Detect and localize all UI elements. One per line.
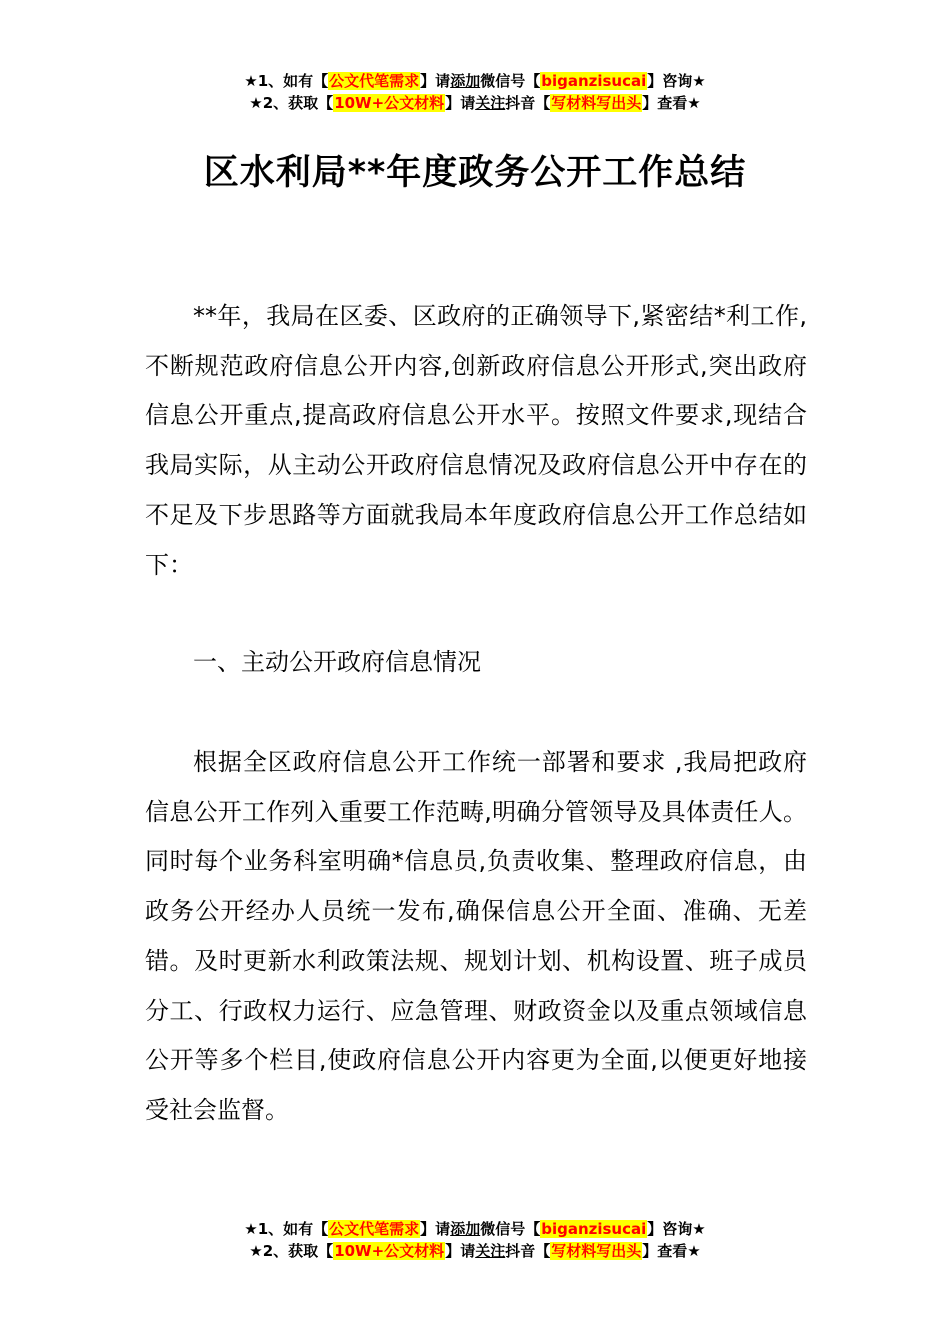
promo-underlined-text: 关注 <box>475 1242 506 1260</box>
promo-text: 】请 <box>420 72 451 90</box>
promo-underlined-text: 关注 <box>475 94 506 112</box>
promo-highlight: 10W+公文材料 <box>334 94 445 112</box>
promo-text: 抖音【 <box>505 94 551 112</box>
promo-text: 微信号【 <box>480 1220 541 1238</box>
promo-text: ★1、如有【 <box>244 72 329 90</box>
promo-text: 】查看★ <box>642 1242 701 1260</box>
promo-highlight: 公文代笔需求 <box>329 72 420 90</box>
promo-line-2 <box>0 1240 950 1262</box>
promo-highlight: 写材料写出头 <box>551 94 642 112</box>
promo-line-1 <box>0 70 950 92</box>
promo-underlined-text: 添加 <box>450 1220 481 1238</box>
promo-banner-top <box>0 70 950 114</box>
promo-text: ★1、如有【 <box>244 1220 329 1238</box>
promo-text: 】请 <box>445 1242 476 1260</box>
promo-text: 】咨询★ <box>647 1220 706 1238</box>
promo-text: ★2、获取【 <box>249 1242 334 1260</box>
promo-text: ★2、获取【 <box>249 94 334 112</box>
promo-highlight: biganzisucai <box>541 72 647 90</box>
promo-line-2 <box>0 92 950 114</box>
section-heading: 一、主动公开政府信息情况 <box>193 648 481 676</box>
promo-banner-bottom <box>0 1218 950 1262</box>
document-title: 区水利局**年度政务公开工作总结 <box>203 153 747 193</box>
promo-text: 】请 <box>420 1220 451 1238</box>
promo-highlight: 公文代笔需求 <box>329 1220 420 1238</box>
promo-line-1 <box>0 1218 950 1240</box>
promo-highlight: 10W+公文材料 <box>334 1242 445 1260</box>
paragraph-section-1: 根据全区政府信息公开工作统一部署和要求 ,我局把政府信息公开工作列入重要工作范畴,明确分管领导及具体责任人。同时每个业务科室明确*信息员,负责收集、整理政府信息，由政务公开经办人员统一发布,确保信息公开全面、准确、无差错。及时更新水利政策法规、规划计划、机构设置、班子成员分工、行政权力运行、应急管理、财政资金以及重点领域信息公开等多个栏目,使政府信息公开内容更为全面,以便更好地接受社会监督。 <box>145 748 807 1124</box>
promo-text: 】查看★ <box>642 94 701 112</box>
promo-text: 微信号【 <box>480 72 541 90</box>
promo-highlight: 写材料写出头 <box>551 1242 642 1260</box>
promo-text: 抖音【 <box>505 1242 551 1260</box>
promo-text: 】请 <box>445 94 476 112</box>
promo-underlined-text: 添加 <box>450 72 481 90</box>
promo-text: 】咨询★ <box>647 72 706 90</box>
promo-highlight: biganzisucai <box>541 1220 647 1238</box>
paragraph-intro: **年，我局在区委、区政府的正确领导下,紧密结*利工作,不断规范政府信息公开内容,创新政府信息公开形式,突出政府信息公开重点,提高政府信息公开水平。按照文件要求,现结合我局实际，从主动公开政府信息情况及政府信息公开中存在的不足及下步思路等方面就我局本年度政府信息公开工作总结如下： <box>145 302 807 579</box>
